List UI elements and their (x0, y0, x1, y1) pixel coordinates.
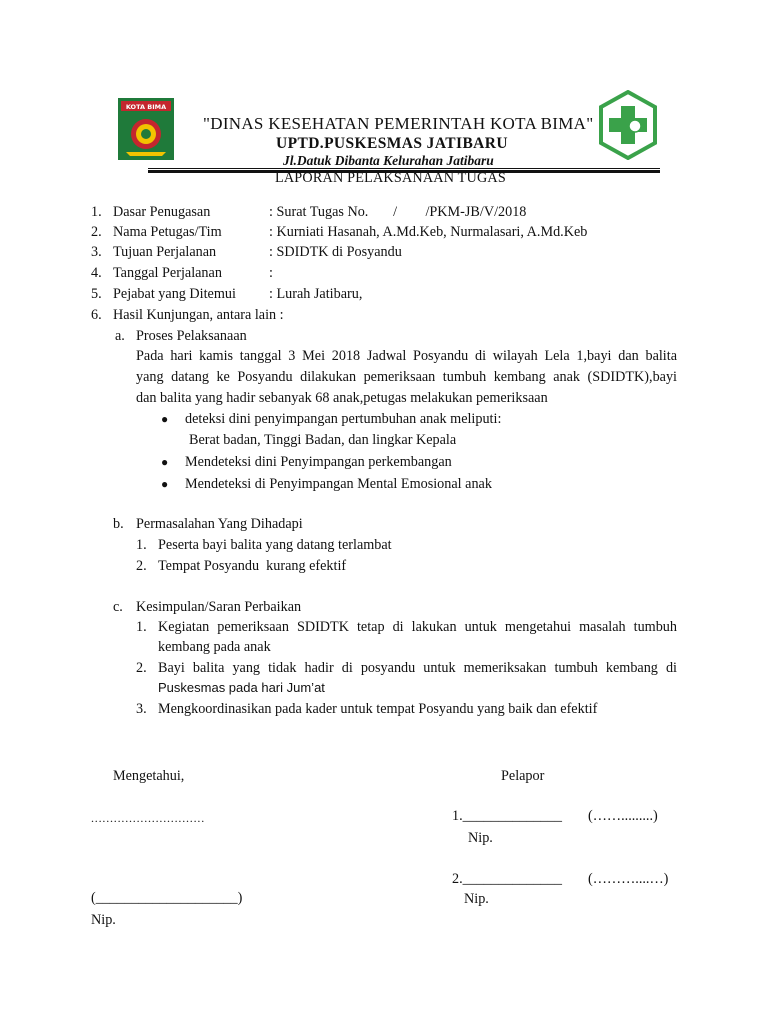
list-text-cont: Puskesmas pada hari Jum’at (158, 680, 325, 695)
logo-kota-bima (118, 98, 174, 160)
header-unit: UPTD.PUSKESMAS JATIBARU (276, 135, 508, 152)
item-label: Dasar Penugasan (113, 204, 211, 220)
list-number: 1. (136, 619, 147, 635)
list-text-cont: kembang pada anak (158, 639, 271, 655)
item-label: Nama Petugas/Tim (113, 224, 222, 240)
item-number: 6. (91, 307, 102, 323)
signature-name-2: (………....…) (588, 871, 669, 887)
acknowledged-label: Mengetahui, (113, 768, 185, 784)
bullet-icon: ● (161, 412, 169, 426)
section-marker: b. (113, 516, 124, 532)
paragraph-line: dan balita yang hadir sebanyak 68 anak,petugas melakukan pemeriksaan (136, 390, 548, 406)
item-label: Pejabat yang Ditemui (113, 286, 236, 302)
nip-label-2: Nip. (464, 891, 489, 907)
signature-dots: .............................. (91, 811, 205, 825)
bullet-text: deteksi dini penyimpangan pertumbuhan anak meliputi: (185, 411, 502, 427)
item-value: : Kurniati Hasanah, A.Md.Keb, Nurmalasari, A.Md.Keb (269, 224, 588, 240)
list-text: Tempat Posyandu kurang efektif (158, 558, 347, 574)
section-title: Proses Pelaksanaan (136, 328, 247, 344)
item-number: 3. (91, 244, 102, 260)
section-title: Kesimpulan/Saran Perbaikan (136, 599, 302, 615)
item-number: 1. (91, 204, 102, 220)
nip-label-1: Nip. (468, 830, 493, 846)
header-address: Jl.Datuk Dibanta Kelurahan Jatibaru (283, 153, 494, 168)
list-number: 3. (136, 701, 147, 717)
paragraph-line: yang datang ke Posyandu dilakukan pemeriksaan tumbuh kembang anak (SDIDTK),bayi (136, 369, 677, 385)
item-number: 4. (91, 265, 102, 281)
list-number: 1. (136, 537, 147, 553)
header-agency: "DINAS KESEHATAN PEMERINTAH KOTA BIMA" (203, 114, 594, 133)
paragraph-line: Pada hari kamis tanggal 3 Mei 2018 Jadwal Posyandu di wilayah Lela 1,bayi dan balita (136, 348, 677, 364)
signature-blank: (____________________) (91, 890, 243, 906)
bullet-text: Mendeteksi dini Penyimpangan perkembangan (185, 454, 452, 470)
signature-line-1: 1.______________ (452, 808, 562, 824)
signature-name-1: (…….........) (588, 808, 658, 824)
bullet-continuation: Berat badan, Tinggi Badan, dan lingkar Kepala (189, 432, 457, 448)
bullet-icon: ● (161, 455, 169, 469)
section-marker: c. (113, 599, 123, 615)
bullet-text: Mendeteksi di Penyimpangan Mental Emosional anak (185, 476, 492, 492)
item-label: Tujuan Perjalanan (113, 244, 217, 260)
item-number: 2. (91, 224, 102, 240)
item-number: 5. (91, 286, 102, 302)
bullet-icon: ● (161, 477, 169, 491)
report-title: LAPORAN PELAKSANAAN TUGAS (275, 170, 506, 186)
logo-puskesmas-icon (598, 90, 658, 160)
section-marker: a. (115, 328, 125, 344)
list-text: Bayi balita yang tidak hadir di posyandu untuk memeriksakan tumbuh kembang di (158, 660, 677, 676)
item-value: : SDIDTK di Posyandu (269, 244, 402, 260)
item-label: Tanggal Perjalanan (113, 265, 222, 281)
item-label: Hasil Kunjungan, antara lain : (113, 307, 284, 323)
list-text: Mengkoordinasikan pada kader untuk tempat Posyandu yang baik dan efektif (158, 701, 598, 717)
item-value: : Surat Tugas No. / /PKM-JB/V/2018 (269, 204, 527, 220)
item-value: : (269, 265, 273, 281)
list-text: Peserta bayi balita yang datang terlambat (158, 537, 392, 553)
signature-line-2: 2.______________ (452, 871, 562, 887)
section-title: Permasalahan Yang Dihadapi (136, 516, 303, 532)
item-value: : Lurah Jatibaru, (269, 286, 363, 302)
list-number: 2. (136, 558, 147, 574)
nip-label: Nip. (91, 912, 116, 928)
reporter-label: Pelapor (501, 768, 545, 784)
list-text: Kegiatan pemeriksaan SDIDTK tetap di lakukan untuk mengetahui masalah tumbuh (158, 619, 677, 635)
logo-caption: KOTA BIMA (125, 103, 167, 111)
list-number: 2. (136, 660, 147, 676)
